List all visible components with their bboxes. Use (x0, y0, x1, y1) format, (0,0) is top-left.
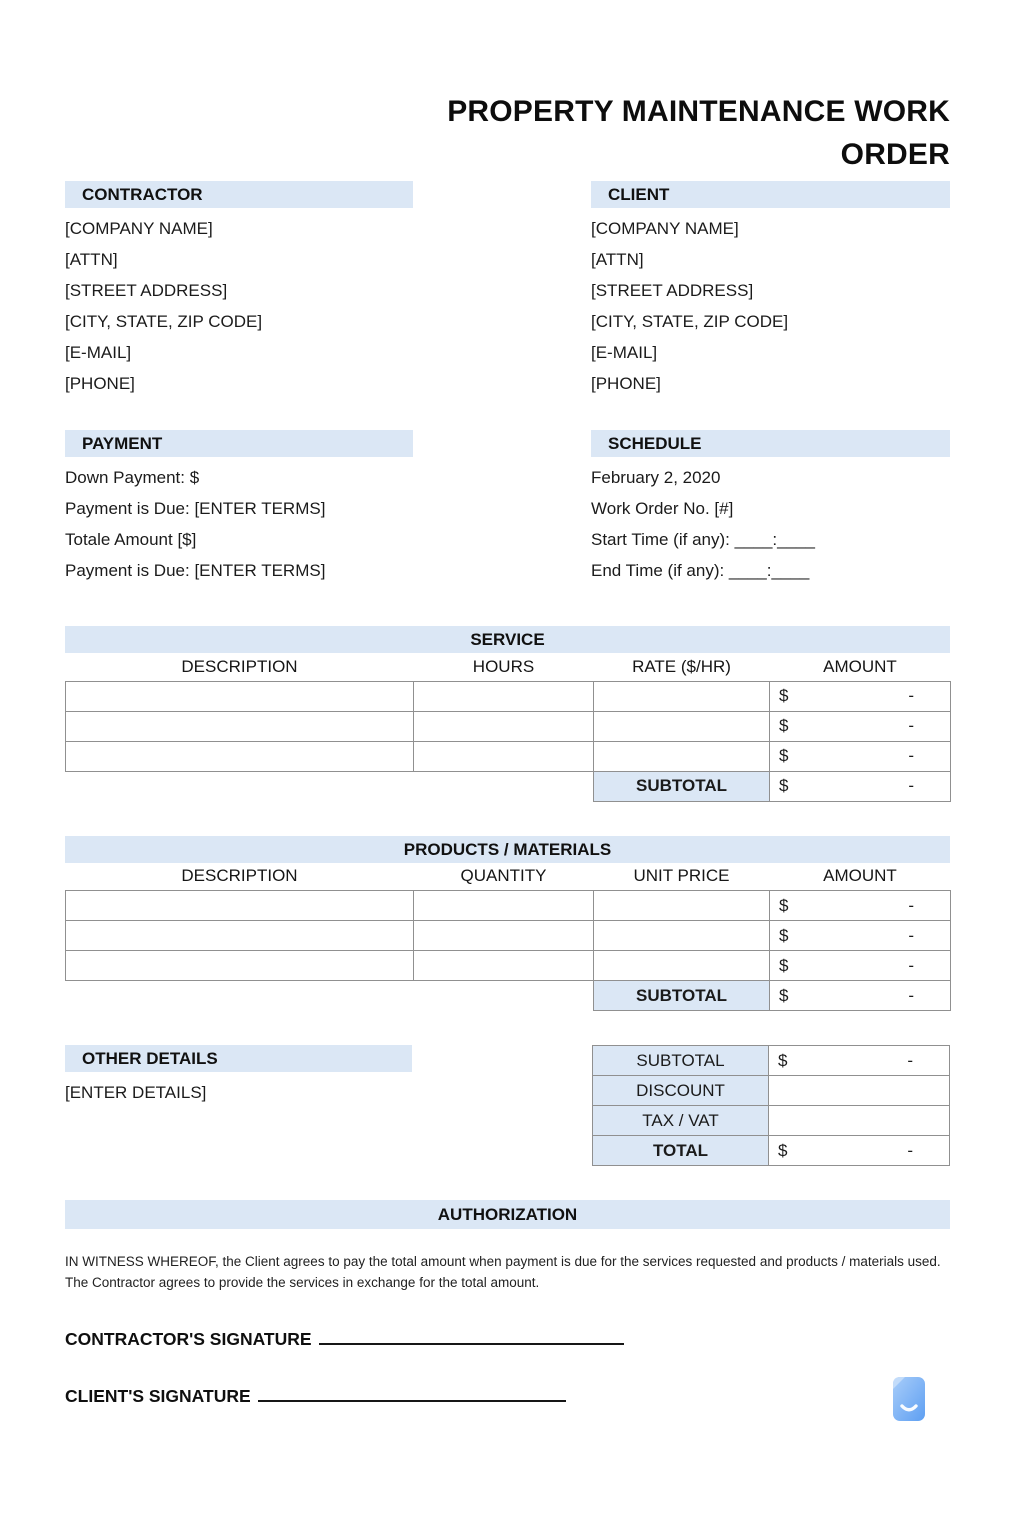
service-amount-cell[interactable] (770, 741, 951, 771)
table-row (66, 741, 951, 771)
currency-symbol: $ (778, 1050, 788, 1070)
amount-placeholder: - (908, 925, 914, 945)
contractor-signature-row (65, 1329, 950, 1350)
products-amount-cell[interactable] (770, 951, 951, 981)
products-unit-price-input[interactable] (594, 921, 770, 951)
amount-placeholder: - (907, 1140, 913, 1160)
authorization-body: IN WITNESS WHEREOF, the Client agrees to pay the total amount when payment is due for the services requested and products / materials used. The Contractor agrees to provide the services in exchange for the total amount. (65, 1254, 941, 1290)
service-description-input[interactable] (66, 741, 414, 771)
currency-symbol: $ (779, 776, 789, 795)
products-amount-cell[interactable] (770, 921, 951, 951)
schedule-block (591, 430, 950, 586)
schedule-start-time: Start Time (if any): ____:____ (591, 530, 815, 549)
table-row (66, 711, 951, 741)
totals-total-value[interactable] (769, 1136, 950, 1166)
service-description-input[interactable] (66, 681, 414, 711)
service-hours-input[interactable] (414, 711, 594, 741)
currency-symbol: $ (779, 746, 789, 765)
client-signature-row (65, 1386, 950, 1407)
schedule-heading: SCHEDULE (591, 430, 950, 457)
client-city: [CITY, STATE, ZIP CODE] (591, 312, 789, 331)
table-row (66, 891, 951, 921)
contractor-company: [COMPANY NAME] (65, 219, 213, 238)
service-section (65, 626, 950, 802)
currency-symbol: $ (779, 955, 789, 975)
payment-heading: PAYMENT (65, 430, 413, 457)
currency-symbol: $ (779, 985, 789, 1005)
contractor-street: [STREET ADDRESS] (65, 281, 228, 300)
currency-symbol: $ (779, 716, 789, 735)
amount-placeholder: - (908, 895, 914, 915)
products-col-unit-price: UNIT PRICE (633, 866, 730, 886)
other-details-placeholder[interactable]: [ENTER DETAILS] (65, 1083, 207, 1102)
authorization-heading: AUTHORIZATION (65, 1200, 950, 1229)
products-section (65, 836, 950, 1012)
service-hours-input[interactable] (414, 681, 594, 711)
products-unit-price-input[interactable] (594, 891, 770, 921)
service-rate-input[interactable] (594, 741, 770, 771)
payment-down-payment: Down Payment: $ (65, 468, 200, 487)
service-col-hours: HOURS (472, 656, 535, 676)
service-description-input[interactable] (66, 711, 414, 741)
contractor-heading: CONTRACTOR (65, 181, 413, 208)
totals-subtotal-label: SUBTOTAL (593, 1046, 769, 1076)
client-email: [E-MAIL] (591, 343, 658, 362)
products-description-input[interactable] (66, 951, 414, 981)
products-subtotal-amount-cell[interactable] (770, 981, 951, 1011)
currency-symbol: $ (778, 1140, 788, 1160)
products-subtotal-label: SUBTOTAL (594, 981, 770, 1011)
details-totals-section (65, 1045, 950, 1166)
currency-symbol: $ (779, 895, 789, 915)
currency-symbol: $ (779, 686, 789, 705)
payment-schedule-section (65, 430, 950, 586)
totals-discount-label: DISCOUNT (593, 1076, 769, 1106)
payment-block (65, 430, 413, 586)
service-amount-cell[interactable] (770, 711, 951, 741)
page-title: PROPERTY MAINTENANCE WORK ORDER (447, 95, 950, 171)
client-street: [STREET ADDRESS] (591, 281, 754, 300)
client-block (591, 181, 950, 399)
service-col-description: DESCRIPTION (181, 656, 298, 676)
service-amount-cell[interactable] (770, 681, 951, 711)
amount-placeholder: - (908, 686, 914, 705)
products-quantity-input[interactable] (414, 891, 594, 921)
products-col-amount: AMOUNT (823, 866, 897, 886)
subtotal-spacer (66, 981, 594, 1011)
totals-row-total (593, 1136, 950, 1166)
contractor-phone: [PHONE] (65, 374, 135, 393)
products-table (65, 863, 951, 1012)
schedule-work-order-no: Work Order No. [#] (591, 499, 734, 518)
contractor-block (65, 181, 413, 399)
products-col-description: DESCRIPTION (181, 866, 298, 886)
client-signature-label: CLIENT'S SIGNATURE (65, 1386, 251, 1406)
service-rate-input[interactable] (594, 681, 770, 711)
schedule-date: February 2, 2020 (591, 468, 721, 487)
totals-tax-value[interactable] (769, 1106, 950, 1136)
service-hours-input[interactable] (414, 741, 594, 771)
amount-placeholder: - (908, 776, 914, 795)
other-details-block (65, 1045, 412, 1166)
service-subtotal-label: SUBTOTAL (594, 771, 770, 801)
products-amount-cell[interactable] (770, 891, 951, 921)
totals-tax-label: TAX / VAT (593, 1106, 769, 1136)
products-description-input[interactable] (66, 921, 414, 951)
totals-subtotal-value[interactable] (769, 1046, 950, 1076)
amount-placeholder: - (908, 746, 914, 765)
contractor-attn: [ATTN] (65, 250, 118, 269)
payment-due-terms-1: Payment is Due: [ENTER TERMS] (65, 499, 326, 518)
payment-due-terms-2: Payment is Due: [ENTER TERMS] (65, 561, 326, 580)
subtotal-row (66, 771, 951, 801)
amount-placeholder: - (908, 955, 914, 975)
client-heading: CLIENT (591, 181, 950, 208)
table-row (66, 951, 951, 981)
client-company: [COMPANY NAME] (591, 219, 739, 238)
products-description-input[interactable] (66, 891, 414, 921)
service-subtotal-amount-cell[interactable] (770, 771, 951, 801)
contractor-signature-line[interactable] (319, 1330, 624, 1345)
service-heading: SERVICE (65, 626, 950, 653)
client-attn: [ATTN] (591, 250, 644, 269)
client-signature-line[interactable] (258, 1387, 566, 1402)
amount-placeholder: - (908, 985, 914, 1005)
products-quantity-input[interactable] (414, 921, 594, 951)
service-table (65, 653, 951, 802)
amount-placeholder: - (907, 1050, 913, 1070)
subtotal-spacer (66, 771, 594, 801)
products-quantity-input[interactable] (414, 951, 594, 981)
table-row (66, 681, 951, 711)
service-col-rate: RATE ($/HR) (632, 656, 731, 676)
contractor-signature-label: CONTRACTOR'S SIGNATURE (65, 1329, 312, 1349)
totals-total-label: TOTAL (593, 1136, 769, 1166)
products-col-quantity: QUANTITY (460, 866, 547, 886)
currency-symbol: $ (779, 925, 789, 945)
service-col-amount: AMOUNT (823, 656, 897, 676)
products-heading: PRODUCTS / MATERIALS (65, 836, 950, 863)
products-unit-price-input[interactable] (594, 951, 770, 981)
payment-total-amount: Totale Amount [$] (65, 530, 197, 549)
totals-row-subtotal (593, 1046, 950, 1076)
totals-table (592, 1045, 950, 1166)
totals-row-tax (593, 1106, 950, 1136)
totals-discount-value[interactable] (769, 1076, 950, 1106)
table-row (66, 921, 951, 951)
client-phone: [PHONE] (591, 374, 661, 393)
subtotal-row (66, 981, 951, 1011)
service-rate-input[interactable] (594, 711, 770, 741)
document-logo-icon (893, 1377, 925, 1421)
schedule-end-time: End Time (if any): ____:____ (591, 561, 810, 580)
amount-placeholder: - (908, 716, 914, 735)
contractor-city: [CITY, STATE, ZIP CODE] (65, 312, 263, 331)
other-details-heading: OTHER DETAILS (65, 1045, 412, 1072)
contractor-email: [E-MAIL] (65, 343, 132, 362)
contact-section (65, 181, 950, 399)
totals-row-discount (593, 1076, 950, 1106)
